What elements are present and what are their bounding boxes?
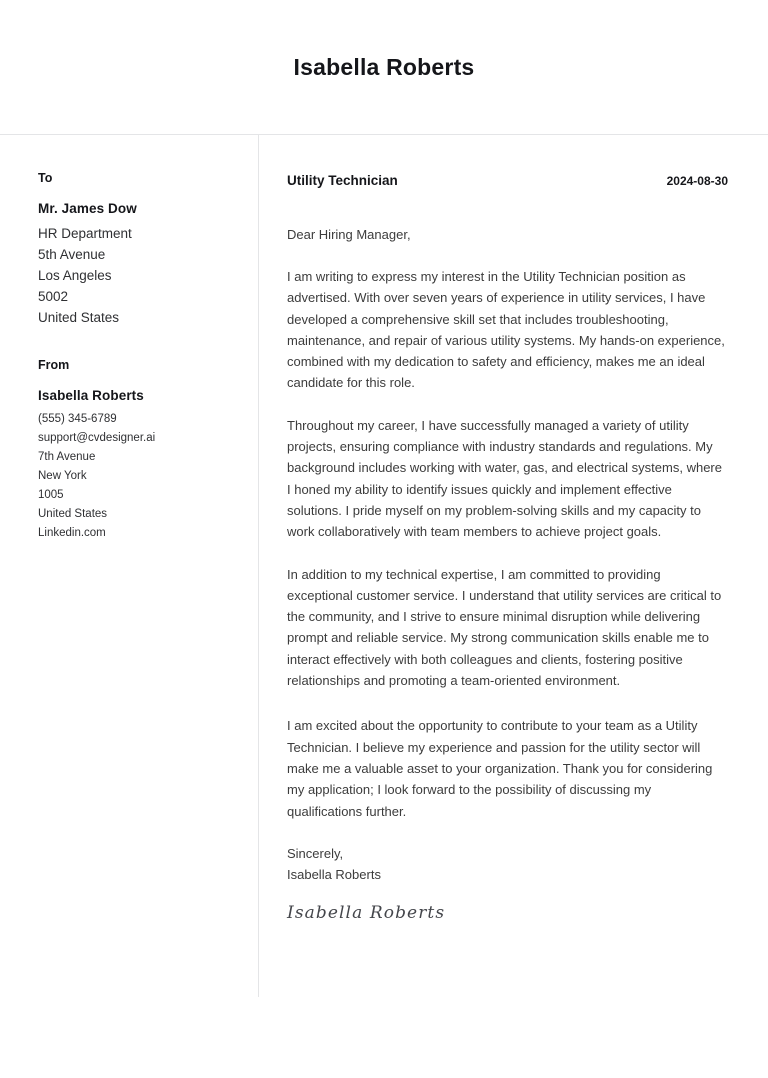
recipient-address	[38, 223, 232, 328]
letter-closing	[287, 843, 728, 885]
letter-paragraph: I am excited about the opportunity to contribute to your team as a Utility Technician. I believe my experience and passion for the utility sector will make me a valuable asset to your organization. Thank you for considering my application; I look forward to the possibility of discussing my qualifications further.	[287, 718, 713, 819]
list-item: 5th Avenue	[38, 247, 106, 262]
list-item: 1005	[38, 489, 64, 501]
page-title: Isabella Roberts	[293, 53, 475, 80]
letter-paragraph: I am writing to express my interest in the Utility Technician position as advertised. With over seven years of experience in utility services, I have developed a comprehensive skill set that includes troubleshooting, maintenance, and repair of various utility systems. My hands-on experience, combined with my dedication to safety and efficiency, makes me an ideal candidate for this role.	[287, 269, 725, 391]
letter-body	[0, 135, 768, 997]
letter-paragraph: Throughout my career, I have successfully managed a variety of utility projects, ensuring compliance with industry standards and regulations. My background includes working with water, gas, and electrical systems, where I honed my ability to identify issues quickly and implement effective solutions. I pride myself on my problem-solving skills and my capacity to work collaboratively with team members to achieve project goals.	[287, 417, 722, 540]
letter-content	[259, 135, 768, 923]
sender-name: Isabella Roberts	[38, 388, 144, 403]
list-item: New York	[38, 470, 87, 482]
sender-linkedin: Linkedin.com	[38, 527, 106, 539]
sender-phone: (555) 345-6789	[38, 413, 117, 425]
sender-label: From	[38, 358, 70, 372]
letter-paragraph: In addition to my technical expertise, I am committed to providing exceptional customer service. I understand that utility services are critical to the community, and I strive to ensure minimal disruption while delivering prompt and reliable service. My strong communication skills enable me to interact effectively with both colleagues and clients, fostering positive relationships and promoting a team-oriented environment.	[287, 566, 722, 689]
list-item: Los Angeles	[38, 268, 112, 283]
recipient-name: Mr. James Dow	[38, 201, 137, 216]
list-item: 7th Avenue	[38, 451, 96, 463]
signature: Isabella Roberts	[287, 902, 446, 923]
recipient-label: To	[38, 171, 53, 185]
letter-header	[0, 0, 768, 135]
letter-date: 2024-08-30	[666, 174, 728, 188]
sender-email: support@cvdesigner.ai	[38, 432, 156, 444]
list-item: HR Department	[38, 226, 132, 241]
salutation: Dear Hiring Manager,	[287, 227, 411, 242]
sender-block	[38, 358, 232, 543]
letter-title-row	[287, 173, 728, 188]
closing-word: Sincerely,	[287, 845, 344, 861]
list-item: United States	[38, 508, 108, 520]
job-title: Utility Technician	[287, 173, 398, 188]
sender-contact-details	[38, 410, 232, 543]
closing-name: Isabella Roberts	[287, 866, 381, 882]
list-item: 5002	[38, 289, 69, 304]
recipient-block	[38, 171, 232, 328]
contact-sidebar	[0, 135, 258, 543]
list-item: United States	[38, 310, 120, 325]
